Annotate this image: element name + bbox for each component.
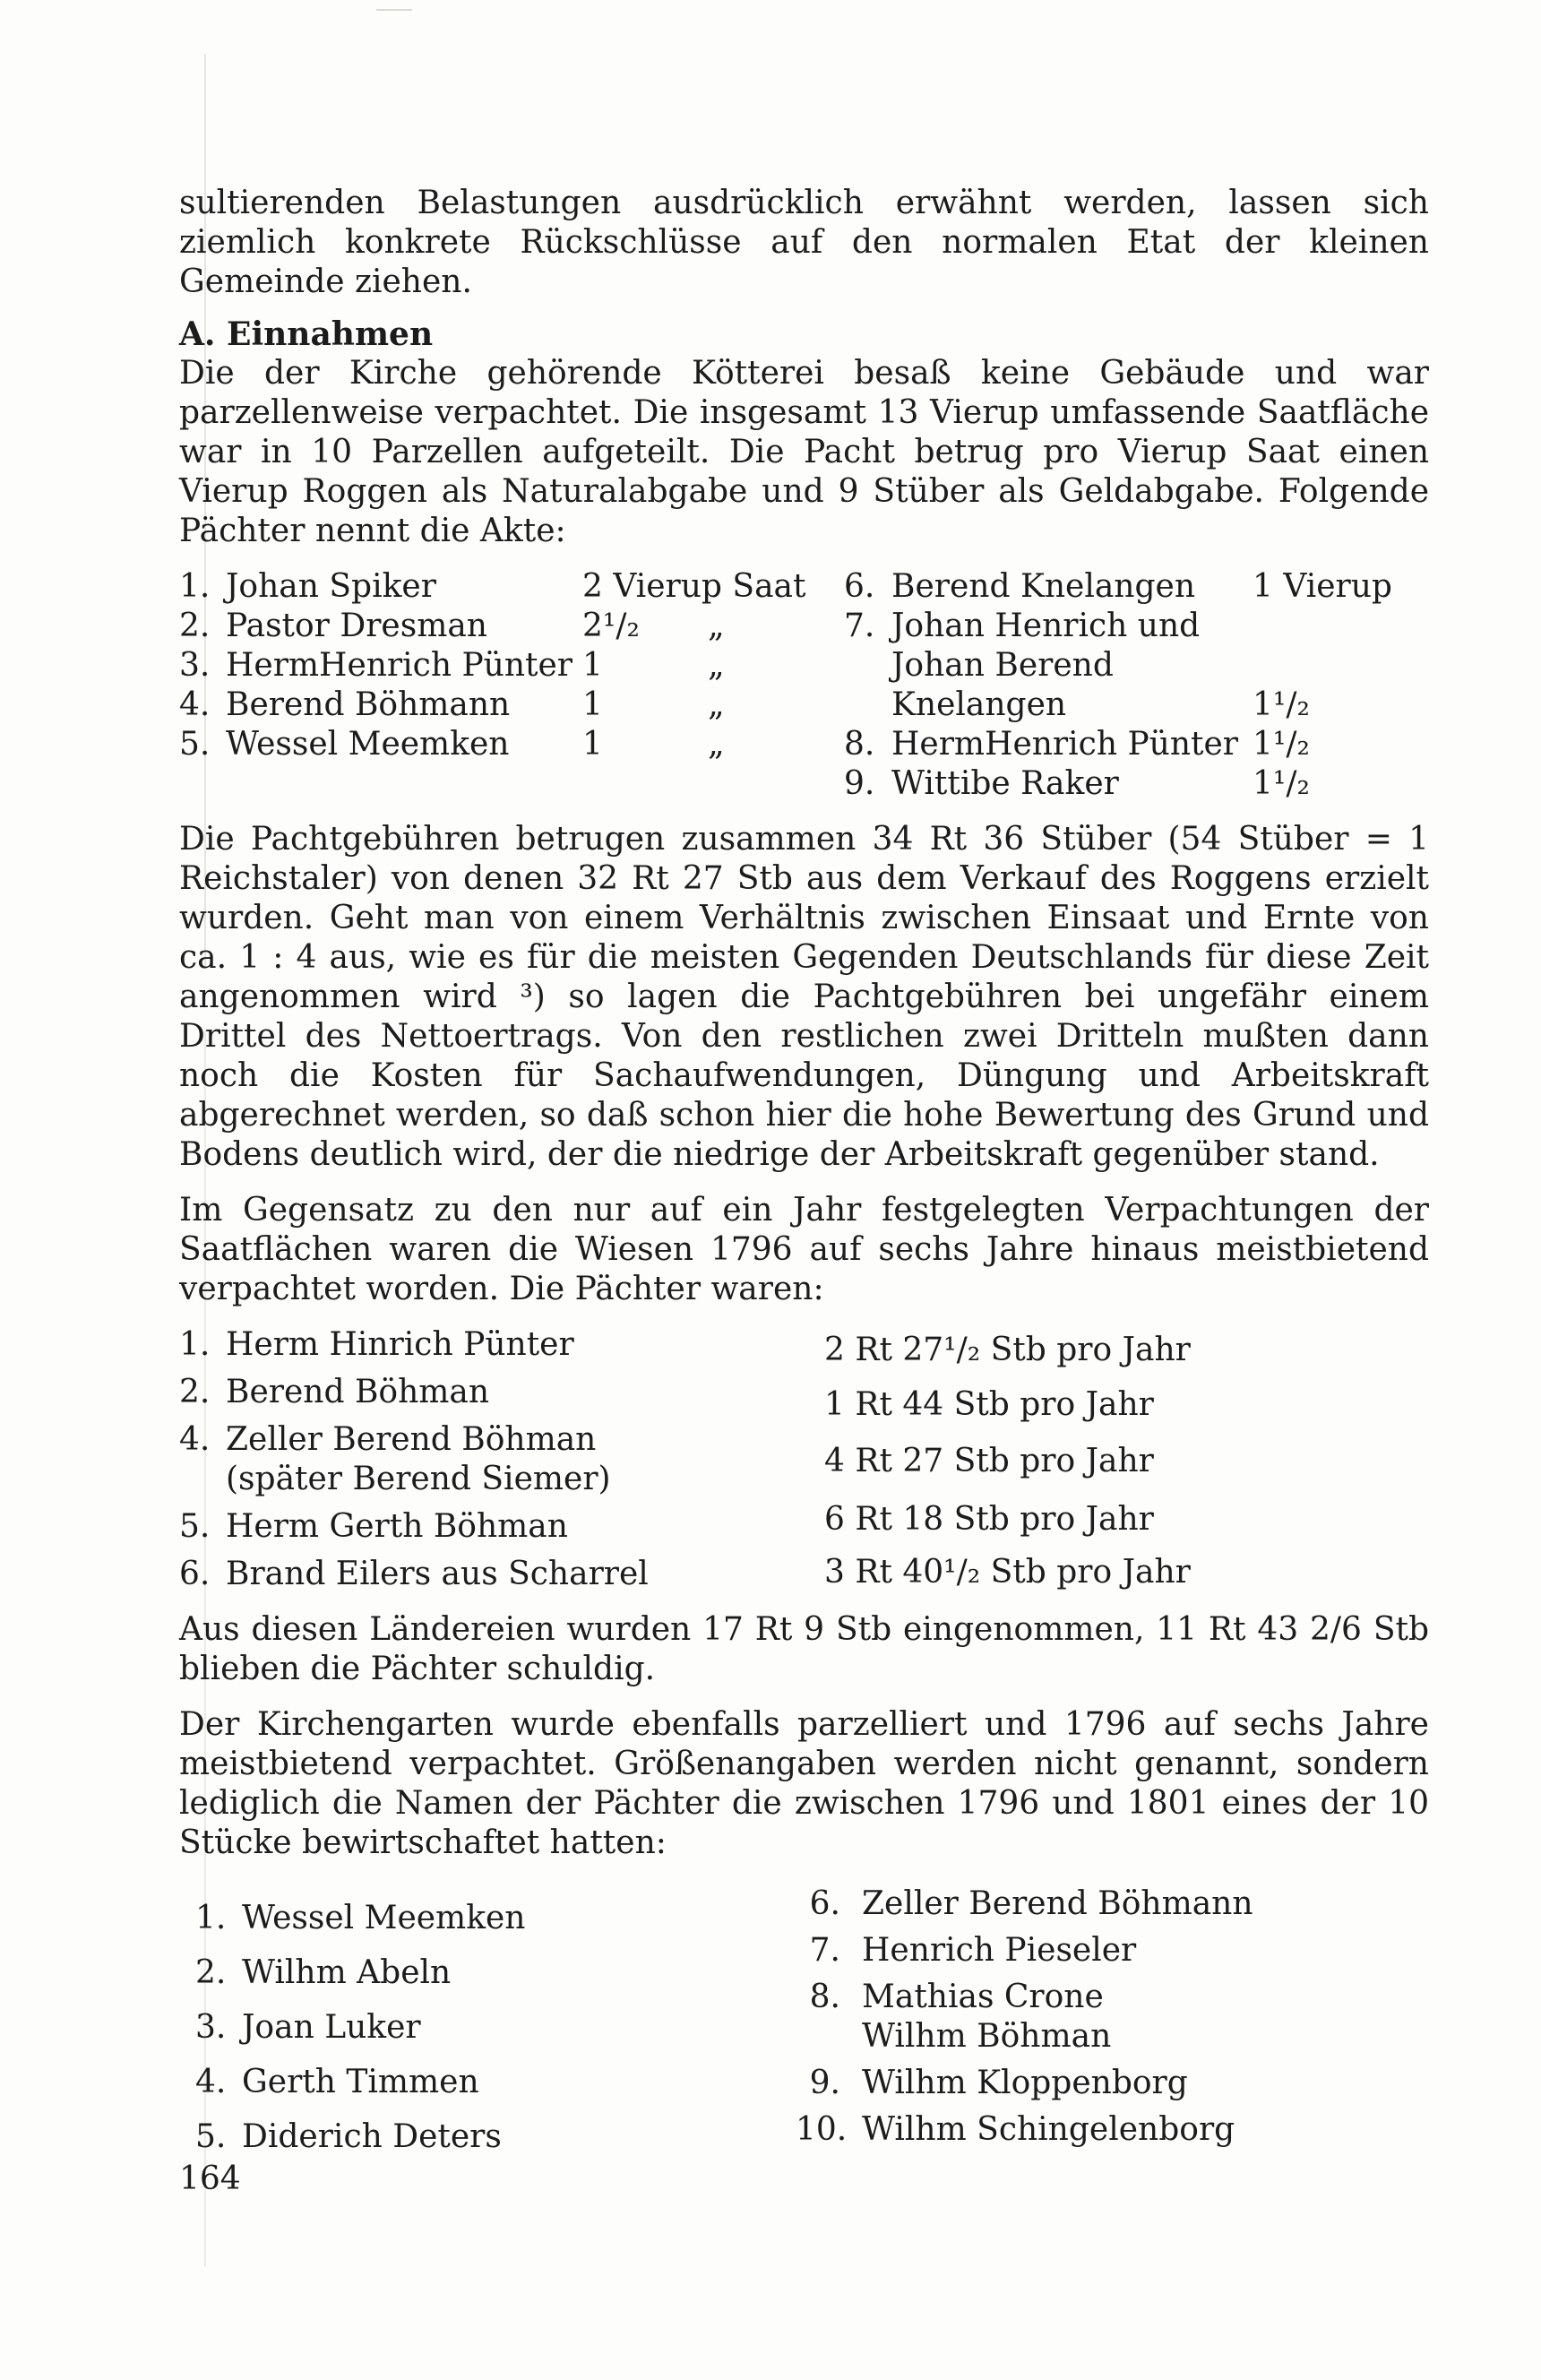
list-item: 1. Wessel Meemken bbox=[195, 1900, 526, 1936]
intro-paragraph: sultierenden Belastungen ausdrücklich erwähnt werden, lassen sich ziemlich konkrete Rückschlüsse auf den normalen Etat der kleinen Gemeinde ziehen. bbox=[179, 185, 1429, 300]
list-item: 3. Joan Luker bbox=[195, 2009, 421, 2046]
list-row: 3. HermHenrich Pünter 1 „ Johan Berend bbox=[179, 647, 1114, 684]
list-row: 2. Pastor Dresman 2¹/₂ „ 7. Johan Henrich und bbox=[179, 608, 1201, 644]
list-column-right bbox=[796, 1884, 1253, 2150]
list-item: 4. Gerth Timmen bbox=[195, 2064, 479, 2100]
page-number: 164 bbox=[179, 2160, 241, 2197]
list-row: 6. 3 Rt 40¹/₂ Stb pro Jahr Brand Eilers aus Scharrel bbox=[179, 1554, 1191, 1592]
list-item: 5. Diderich Deters bbox=[195, 2118, 502, 2155]
list-row: 4. Berend Böhmann 1 „ Knelangen 1¹/₂ bbox=[179, 686, 1310, 723]
list-row: 5. Wessel Meemken 1 „ 8. HermHenrich Pünter 1¹/₂ bbox=[179, 726, 1310, 763]
scan-mark bbox=[376, 9, 412, 11]
list-row: 1. Johan Spiker 2 Vierup Saat 6. Berend Knelangen 1 Vierup bbox=[179, 568, 1392, 605]
paragraph-wiesen: Im Gegensatz zu den nur auf ein Jahr festgelegten Verpachtungen der Saatflächen waren die Wiesen 1796 auf sechs Jahre hinaus meistbietend verpachtet worden. Die Pächter waren: bbox=[179, 1192, 1429, 1307]
list-item: 9. Wilhm Kloppenborg bbox=[809, 2065, 1188, 2101]
ditto-mark: „ bbox=[708, 726, 725, 763]
list-row: 5. 6 Rt 18 Stb pro Jahr Herm Gerth Böhman bbox=[179, 1501, 1154, 1545]
list-saat bbox=[179, 567, 1429, 804]
paragraph-pacht: Die Pachtgebühren betrugen zusammen 34 Rt 36 Stüber (54 Stüber = 1 Reichstaler) von denen 32 Rt 27 Stb aus dem Verkauf des Roggens erzielt wurden. Geht man von einem Verhältnis zwischen Einsaat und Ernte von ca. 1 : 4 aus, wie es für die meisten Gegenden Deutschlands für diese Zeit angenommen wird ³) so lagen die Pachtgebühren bei ungefähr einem Drittel des Nettoertrags. Von den restlichen zwei Dritteln mußten dann noch die Kosten für Sachaufwendungen, Düngung und Arbeitskraft abgerechnet werden, so daß schon hier die hohe Bewertung des Grund und Bodens deutlich wird, der die niedrige der Arbeitskraft gegenüber stand. bbox=[179, 821, 1429, 1173]
list-row: 2. 1 Rt 44 Stb pro Jahr Berend Böhman bbox=[179, 1374, 1154, 1423]
list-item: 10. Wilhm Schingelenborg bbox=[796, 2111, 1235, 2148]
list-garten bbox=[179, 1884, 1429, 2189]
list-column-left bbox=[195, 1884, 526, 2172]
ditto-mark: „ bbox=[708, 608, 725, 644]
list-item: 2. Wilhm Abeln bbox=[195, 1954, 452, 1991]
list-row: 4. 4 Rt 27 Stb pro Jahr Zeller Berend Böhman (später Berend Siemer) bbox=[179, 1421, 1154, 1497]
list-row: 9. Wittibe Raker 1¹/₂ bbox=[844, 765, 1310, 802]
page-text bbox=[179, 184, 1429, 2189]
ditto-mark: „ bbox=[708, 686, 725, 723]
paragraph-kirchengarten: Der Kirchengarten wurde ebenfalls parzelliert und 1796 auf sechs Jahre meistbietend verpachtet. Größenangaben werden nicht genannt, sondern lediglich die Namen der Pächter die zwischen 1796 und 1801 eines der 10 Stücke bewirtschaftet hatten: bbox=[179, 1706, 1429, 1861]
list-row: 1. 2 Rt 27¹/₂ Stb pro Jahr Herm Hinrich Pünter bbox=[179, 1326, 1191, 1368]
ditto-mark: „ bbox=[708, 647, 725, 684]
list-item: 6. Zeller Berend Böhmann bbox=[809, 1885, 1253, 1922]
list-item: 7. Henrich Pieseler bbox=[809, 1932, 1137, 1969]
section-heading: A. Einnahmen bbox=[179, 315, 434, 353]
paragraph-laendereien: Aus diesen Ländereien wurden 17 Rt 9 Stb eingenommen, 11 Rt 43 2/6 Stb blieben die Pächter schuldig. bbox=[179, 1611, 1429, 1687]
list-wiesen bbox=[179, 1325, 1429, 1594]
paragraph-koetterei: Die der Kirche gehörende Kötterei besaß keine Gebäude und war parzellenweise verpachtet. Die insgesamt 13 Vierup umfassende Saatfläche war in 10 Parzellen aufgeteilt. Die Pacht betrug pro Vierup Saat einen Vierup Roggen als Naturalabgabe und 9 Stüber als Geldabgabe. Folgende Pächter nennt die Akte: bbox=[179, 355, 1429, 549]
list-item: 8. Mathias Crone Wilhm Böhman bbox=[809, 1979, 1112, 2055]
